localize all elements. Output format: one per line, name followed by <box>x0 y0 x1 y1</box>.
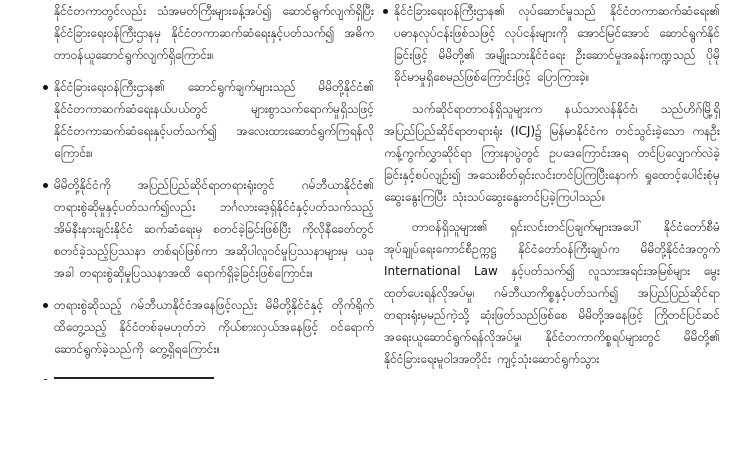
bullet-icon <box>43 85 48 90</box>
bullet-icon <box>43 183 48 188</box>
right-column <box>384 0 720 378</box>
item-text: နိုင်ငံခြားရေးဝန်ကြီးဌာန၏ လုပ်ဆောင်မှုသည် နိုင်ငံတကာဆက်ဆံရေး၏ ပဓာနလုပ်ငန်းဖြစ်သဖြင့် လုပ်ငန်းများကို အောင်မြင်အောင် ဆောင်ရွက်နိုင်ခြင်းဖြင့် မိမိတို့၏ အမျိုးသားနိုင်ငံရေး ဦးဆောင်မှုအခန်းကဏ္ဍသည် ပိုမိုခိုင်မာမှုရှိစေမည်ဖြစ်ကြောင်းဖြင့် ပြောကြားခဲ့။ <box>394 4 720 84</box>
left-column <box>44 0 374 390</box>
list-item <box>44 294 374 360</box>
list-item <box>44 0 374 66</box>
list-item <box>44 76 374 164</box>
item-text: တရားစွဲဆိုသည့် ဂမ်ဘီယာနိုင်ငံအနေဖြင့်လည်း မိမိတို့နိုင်ငံနှင့် တိုက်ရိုက်ထိတွေ့သည့် နိုင်ငံတစ်ခုမဟုတ်ဘဲ ကိုယ်စားလှယ်အနေဖြင့် ဝင်ရောက်ဆောင်ရွက်ခဲ့သည်ကို တွေ့ရှိရကြောင်း။ <box>54 298 374 356</box>
body-paragraph: တာဝန်ရှိသူများ၏ ရှင်းလင်းတင်ပြချက်များအပေါ် နိုင်ငံတော်စီမံအုပ်ချုပ်ရေးကောင်စီဥက္ကဋ္ဌ နိုင်ငံတော်ဝန်ကြီးချုပ်က မိမိတို့နိုင်ငံအတွက် International Law နှင့်ပတ်သက်၍ လူသားအရင်းအမြစ်များ မွေးထုတ်ပေးရန်လိုအပ်မှု၊ ဂမ်ဘီယာကိစ္စနှင့်ပတ်သက်၍ အပြည်ပြည်ဆိုင်ရာတရားရုံးမှမည်ကဲ့သို့ ဆုံးဖြတ်သည်ဖြစ်စေ မိမိတို့အနေဖြင့် ကြိုတင်ပြင်ဆင်အရေးယူဆောင်ရွက်ရန်လိုအပ်မှု၊ နိုင်ငံတကာကိစ္စရပ်များတွင် မိမိတို့၏ နိုင်ငံခြားရေးမူဝါဒအတိုင်း ကျင့်သုံးဆောင်ရွက်သွား <box>384 220 720 366</box>
item-text: မိမိတို့နိုင်ငံကို အပြည်ပြည်ဆိုင်ရာတရားရုံးတွင် ဂမ်ဘီယာနိုင်ငံ၏ တရားစွဲဆိုမှုနှင့်ပတ်သက်၍လည်း ဘင်္ဂလားဒေ့ရှ်နိုင်ငံနှင့်ပတ်သက်သည့် အိမ်နီးနားချင်းနိုင်ငံ ဆက်ဆံရေးမှ စတင်ခဲ့ခြင်းဖြစ်ပြီး ကိုလိုနီခေတ်တွင် စတင်ခဲ့သည့်ပြဿနာ တစ်ရပ်ဖြစ်ကာ အဆိုပါလူဝင်မှုပြဿနာများမှ ယခုအခါ တရားစွဲဆိုမှုပြဿနာအထိ ရောက်ရှိခဲ့ခြင်းဖြစ်ကြောင်း။ <box>54 178 374 280</box>
cut-off-text-line <box>54 377 214 379</box>
bullet-icon <box>44 379 48 380</box>
item-text: နိုင်ငံခြားရေးဝန်ကြီးဌာန၏ ဆောင်ရွက်ချက်များသည် မိမိတို့နိုင်ငံ၏ နိုင်ငံတကာဆက်ဆံရေးနယ်ပယ်တွင် များစွာသက်ရောက်မှုရှိသဖြင့် နိုင်ငံတကာဆက်ဆံရေးနှင့်ပတ်သက်၍ အလေးထားဆောင်ရွက်ကြရန်လိုကြောင်း။ <box>54 80 374 160</box>
body-paragraph: သက်ဆိုင်ရာတာဝန်ရှိသူများက နယ်သာလန်နိုင်ငံ၊ သည်ဟိဂ်မြို့ရှိ အပြည်ပြည်ဆိုင်ရာတရားရုံး (ICJ)၌ မြန်မာနိုင်ငံက တင်သွင်းခဲ့သော ကနဦးကန့်ကွက်လွှာဆိုင်ရာ ကြားနာပွဲတွင် ဥပဒေကြောင်းအရ တင်ပြလျှောက်လဲခဲ့ခြင်းနှင့်စပ်လျဉ်း၍ အသေးစိတ်ရှင်းလင်းတင်ပြကြပြီးနောက် ရှုထောင့်ပေါင်းစုံမှ ဆွေးနွေးကြပြီး သုံးသပ်ဆွေးနွေးတင်ပြခဲ့ကြပါသည်။ <box>384 102 720 204</box>
bullet-icon <box>383 9 388 14</box>
list-item-cut-off <box>44 370 374 380</box>
list-item <box>384 0 720 88</box>
list-item <box>44 174 374 284</box>
item-text: နိုင်ငံတကာတွင်လည်း သံအမတ်ကြီးများခန့်အပ်၍ ဆောင်ရွက်လျက်ရှိပြီး နိုင်ငံခြားရေးဝန်ကြီးဌာနမှ နိုင်ငံတကာဆက်ဆံရေးနှင့်ပတ်သက်၍ အဓိကတာဝန်ယူဆောင်ရွက်လျက်ရှိကြောင်း။ <box>54 4 374 62</box>
bullet-icon <box>43 303 48 308</box>
